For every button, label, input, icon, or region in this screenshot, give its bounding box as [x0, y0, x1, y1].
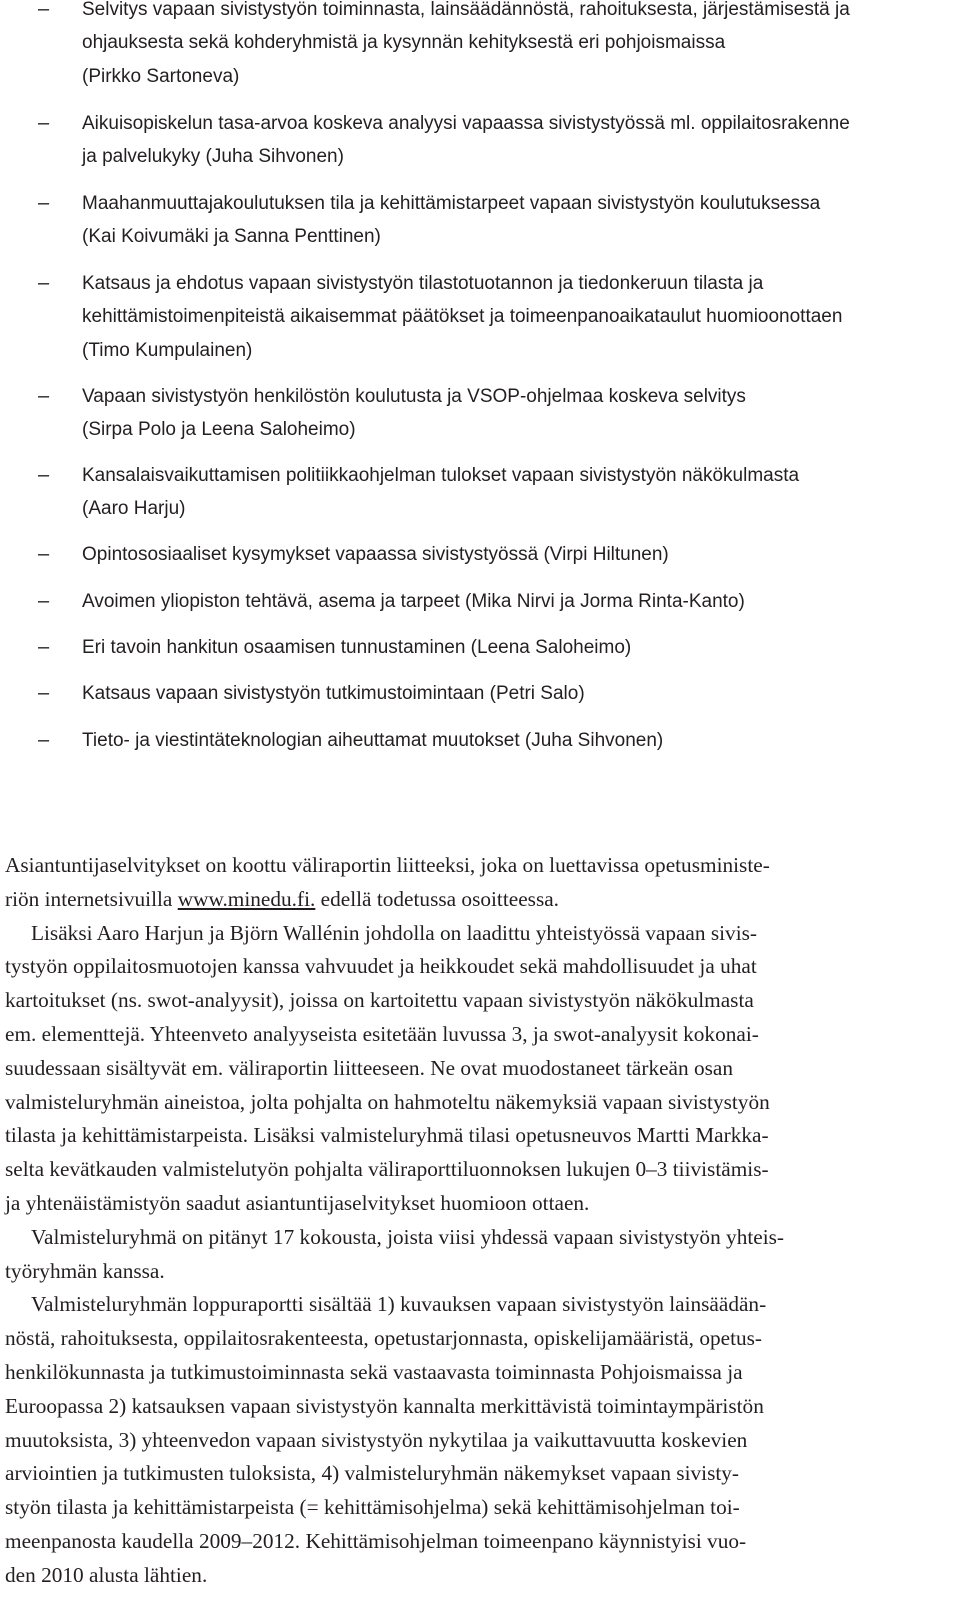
list-dash: –: [38, 464, 50, 486]
list-dash: –: [38, 682, 50, 704]
list-item-text: Selvitys vapaan sivistystyön toiminnasta, lainsäädännöstä, rahoituksesta, järjestämisestä ja ohjauksesta sekä kohderyhmistä ja kysynnän kehityksestä eri pohjoismaissa (Pirkko Sartoneva): [82, 0, 850, 87]
list-item-text: Katsaus vapaan sivistystyön tutkimustoimintaan (Petri Salo): [82, 683, 585, 704]
list-item-text: Opintososiaaliset kysymykset vapaassa sivistystyössä (Virpi Hiltunen): [82, 544, 669, 565]
list-dash: –: [38, 272, 50, 294]
list-item-text: Aikuisopiskelun tasa-arvoa koskeva analyysi vapaassa sivistystyössä ml. oppilaitosrakenne ja palvelukyky (Juha Sihvonen): [82, 113, 850, 168]
paragraph-text: Asiantuntijaselvitykset on koottu väliraportin liitteeksi, joka on luettavissa opetusministe- riön internetsivuilla: [5, 853, 770, 911]
list-dash: –: [38, 112, 50, 134]
minedu-link[interactable]: www.minedu.fi.: [177, 886, 316, 911]
list-dash: –: [38, 0, 50, 20]
paragraph: Lisäksi Aaro Harjun ja Björn Wallénin johdolla on laadittu yhteistyössä vapaan sivis- tystyön oppilaitosmuotojen kanssa vahvuudet ja heikkoudet sekä mahdollisuudet ja uhat kartoitukset (ns. swot-analyysit), joissa on kartoitettu vapaan sivistystyön näkökulmasta em. elementtejä. Yhteenveto analyyseista esitetään luvussa 3, ja swot-analyysit kokonai- suudessaan sisältyvät em. väliraportin liitteeseen. Ne ovat muodostaneet tärkeän osan valmisteluryhmän aineistoa, jolta pohjalta on hahmoteltu näkemyksiä vapaan sivistystyön tilasta ja kehittämistarpeista. Lisäksi valmisteluryhmä tilasi opetusneuvos Martti Markka- selta kevätkauden valmistelutyön pohjalta väliraporttiluonnoksen lukujen 0–3 tiivistämis- ja yhtenäistämistyön saadut asiantuntijaselvitykset huomioon ottaen.: [5, 920, 770, 1215]
list-item-text: Maahanmuuttajakoulutuksen tila ja kehittämistarpeet vapaan sivistystyön koulutuksessa (Kai Koivumäki ja Sanna Penttinen): [82, 193, 821, 248]
list-item-text: Avoimen yliopiston tehtävä, asema ja tarpeet (Mika Nirvi ja Jorma Rinta-Kanto): [82, 591, 745, 612]
list-item-text: Katsaus ja ehdotus vapaan sivistystyön tilastotuotannon ja tiedonkeruun tilasta ja kehittämistoimenpiteistä aikaisemmat päätökset ja toimeenpanoaikataulut huomioonottaen (Timo Kumpulainen): [82, 273, 843, 361]
paragraph-text: edellä todetussa osoitteessa.: [315, 886, 560, 911]
list-dash: –: [38, 543, 50, 565]
paragraph: Valmisteluryhmän loppuraportti sisältää 1) kuvauksen vapaan sivistystyön lainsäädän- nöstä, rahoituksesta, oppilaitosrakenteesta, opetustarjonnasta, opiskelijamääristä, opetus- henkilökunnasta ja tutkimustoiminnasta sekä vastaavasta toiminnasta Pohjoismaissa ja Euroopassa 2) katsauksen vapaan sivistystyön kannalta merkittävistä toimintaympäristön muutoksista, 3) yhteenvedon vapaan sivistystyön nykytilaa ja vaikuttavuutta koskevien arviointien ja tutkimusten tuloksista, 4) valmisteluryhmän näkemykset vapaan sivisty- styön tilasta ja kehittämistarpeista (= kehittämisohjelma) sekä kehittämisohjelman toi- meenpanosta kaudella 2009–2012. Kehittämisohjelman toimeenpano käynnistyisi vuo- den 2010 alusta lähtien.: [5, 1292, 767, 1587]
body-text: [5, 849, 945, 1593]
list-item-text: Tieto- ja viestintäteknologian aiheuttamat muutokset (Juha Sihvonen): [82, 730, 664, 751]
list-item-text: Eri tavoin hankitun osaamisen tunnustaminen (Leena Saloheimo): [82, 637, 632, 658]
list-dash: –: [38, 729, 50, 751]
paragraph: [5, 849, 945, 917]
paragraph: Valmisteluryhmä on pitänyt 17 kokousta, joista viisi yhdessä vapaan sivistystyön yhteis- työryhmän kanssa.: [5, 1224, 785, 1283]
list-dash: –: [38, 590, 50, 612]
list-dash: –: [38, 192, 50, 214]
list-dash: –: [38, 636, 50, 658]
list-item-text: Kansalaisvaikuttamisen politiikkaohjelman tulokset vapaan sivistystyön näkökulmasta (Aaro Harju): [82, 465, 800, 520]
list-item-text: Vapaan sivistystyön henkilöstön koulutusta ja VSOP-ohjelmaa koskeva selvitys (Sirpa Polo ja Leena Saloheimo): [82, 386, 746, 441]
list-dash: –: [38, 385, 50, 407]
